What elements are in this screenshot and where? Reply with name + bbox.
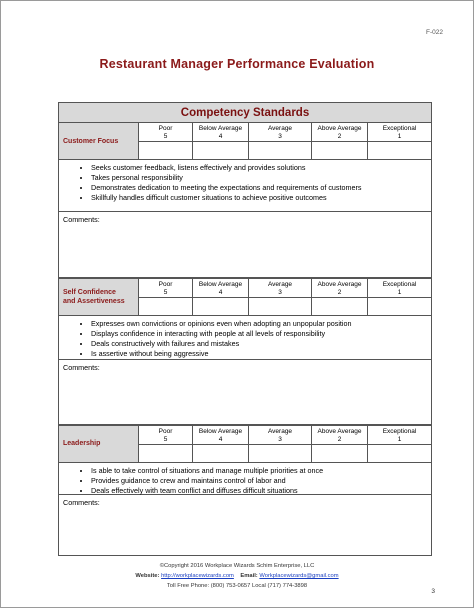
list-item: • Expresses own convictions or opinions even when adopting an unpopular position [91, 319, 431, 329]
rating-col-exceptional: Exceptional 1 [368, 123, 431, 159]
rating-col-below-average: Below Average 4 [193, 426, 249, 462]
list-item: • Skillfully handles difficult customer situations to achieve positive outcomes [91, 193, 431, 203]
bullet-list [58, 463, 432, 495]
rating-col-poor: Poor 5 [139, 426, 193, 462]
competency-header: Competency Standards [58, 102, 432, 123]
website-label: Website: [135, 573, 160, 579]
rating-box[interactable] [249, 297, 311, 315]
footer-contact [1, 572, 473, 580]
form-id: F-022 [426, 29, 443, 36]
rating-row-leadership [58, 425, 432, 463]
list-item: • Displays confidence in interacting with people at all levels of responsibility [91, 329, 431, 339]
category-cell [59, 123, 139, 159]
comments-box[interactable] [58, 360, 432, 425]
rating-col-average: Average 3 [249, 426, 312, 462]
page-number: 3 [431, 588, 435, 595]
email-label: Email: [240, 573, 258, 579]
list-item: • Deals effectively with team conflict and diffuses difficult situations [91, 486, 431, 496]
rating-col-above-average: Above Average 2 [312, 426, 368, 462]
rating-box[interactable] [193, 141, 248, 159]
comments-label: Comments: [63, 498, 100, 507]
rating-box[interactable] [368, 444, 431, 462]
rating-box[interactable] [249, 444, 311, 462]
category-name: Customer Focus [63, 138, 119, 145]
rating-box[interactable] [249, 141, 311, 159]
list-item: • Is able to take control of situations and manage multiple priorities at once [91, 466, 431, 476]
rating-col-above-average: Above Average 2 [312, 279, 368, 315]
rating-col-average: Average 3 [249, 279, 312, 315]
comments-box[interactable] [58, 495, 432, 556]
rating-box[interactable] [139, 297, 192, 315]
page-title: Restaurant Manager Performance Evaluation [99, 57, 375, 71]
rating-box[interactable] [312, 444, 367, 462]
rating-box[interactable] [368, 297, 431, 315]
rating-col-below-average: Below Average 4 [193, 123, 249, 159]
list-item: • Seeks customer feedback, listens effectively and provides solutions [91, 163, 431, 173]
bullet-list [58, 160, 432, 212]
rating-box[interactable] [193, 297, 248, 315]
comments-label: Comments: [63, 363, 100, 372]
list-item: • Takes personal responsibility [91, 173, 431, 183]
category-cell [59, 426, 139, 462]
rating-row-customer-focus [58, 122, 432, 160]
rating-col-poor: Poor 5 [139, 123, 193, 159]
rating-box[interactable] [312, 297, 367, 315]
rating-col-below-average: Below Average 4 [193, 279, 249, 315]
category-name: Leadership [63, 440, 101, 447]
comments-label: Comments: [63, 215, 100, 224]
list-item: • Provides guidance to crew and maintains control of labor and [91, 476, 431, 486]
comments-box[interactable] [58, 212, 432, 278]
rating-col-poor: Poor 5 [139, 279, 193, 315]
category-name: Self Confidence [63, 289, 116, 296]
rating-box[interactable] [368, 141, 431, 159]
bullet-list [58, 316, 432, 360]
rating-box[interactable] [139, 141, 192, 159]
rating-col-exceptional: Exceptional 1 [368, 426, 431, 462]
rating-col-average: Average 3 [249, 123, 312, 159]
rating-row-self-confidence [58, 278, 432, 316]
list-item: • Is assertive without being aggressive [91, 349, 431, 359]
category-name: and Assertiveness [63, 298, 125, 305]
rating-box[interactable] [139, 444, 192, 462]
list-item: • Demonstrates dedication to meeting the expectations and requirements of customers [91, 183, 431, 193]
website-link[interactable]: http://workplacewizards.com [161, 573, 234, 579]
footer-copyright: ©Copyright 2016 Workplace Wizards Schim Enterprise, LLC [159, 563, 315, 569]
rating-col-exceptional: Exceptional 1 [368, 279, 431, 315]
footer-phone: Toll Free Phone: (800) 753-0657 Local (717) 774-3898 [166, 583, 308, 589]
email-link[interactable]: Workplacewizards@gmail.com [259, 573, 339, 579]
list-item: • Deals constructively with failures and mistakes [91, 339, 431, 349]
category-cell [59, 279, 139, 315]
rating-col-above-average: Above Average 2 [312, 123, 368, 159]
rating-box[interactable] [193, 444, 248, 462]
rating-box[interactable] [312, 141, 367, 159]
